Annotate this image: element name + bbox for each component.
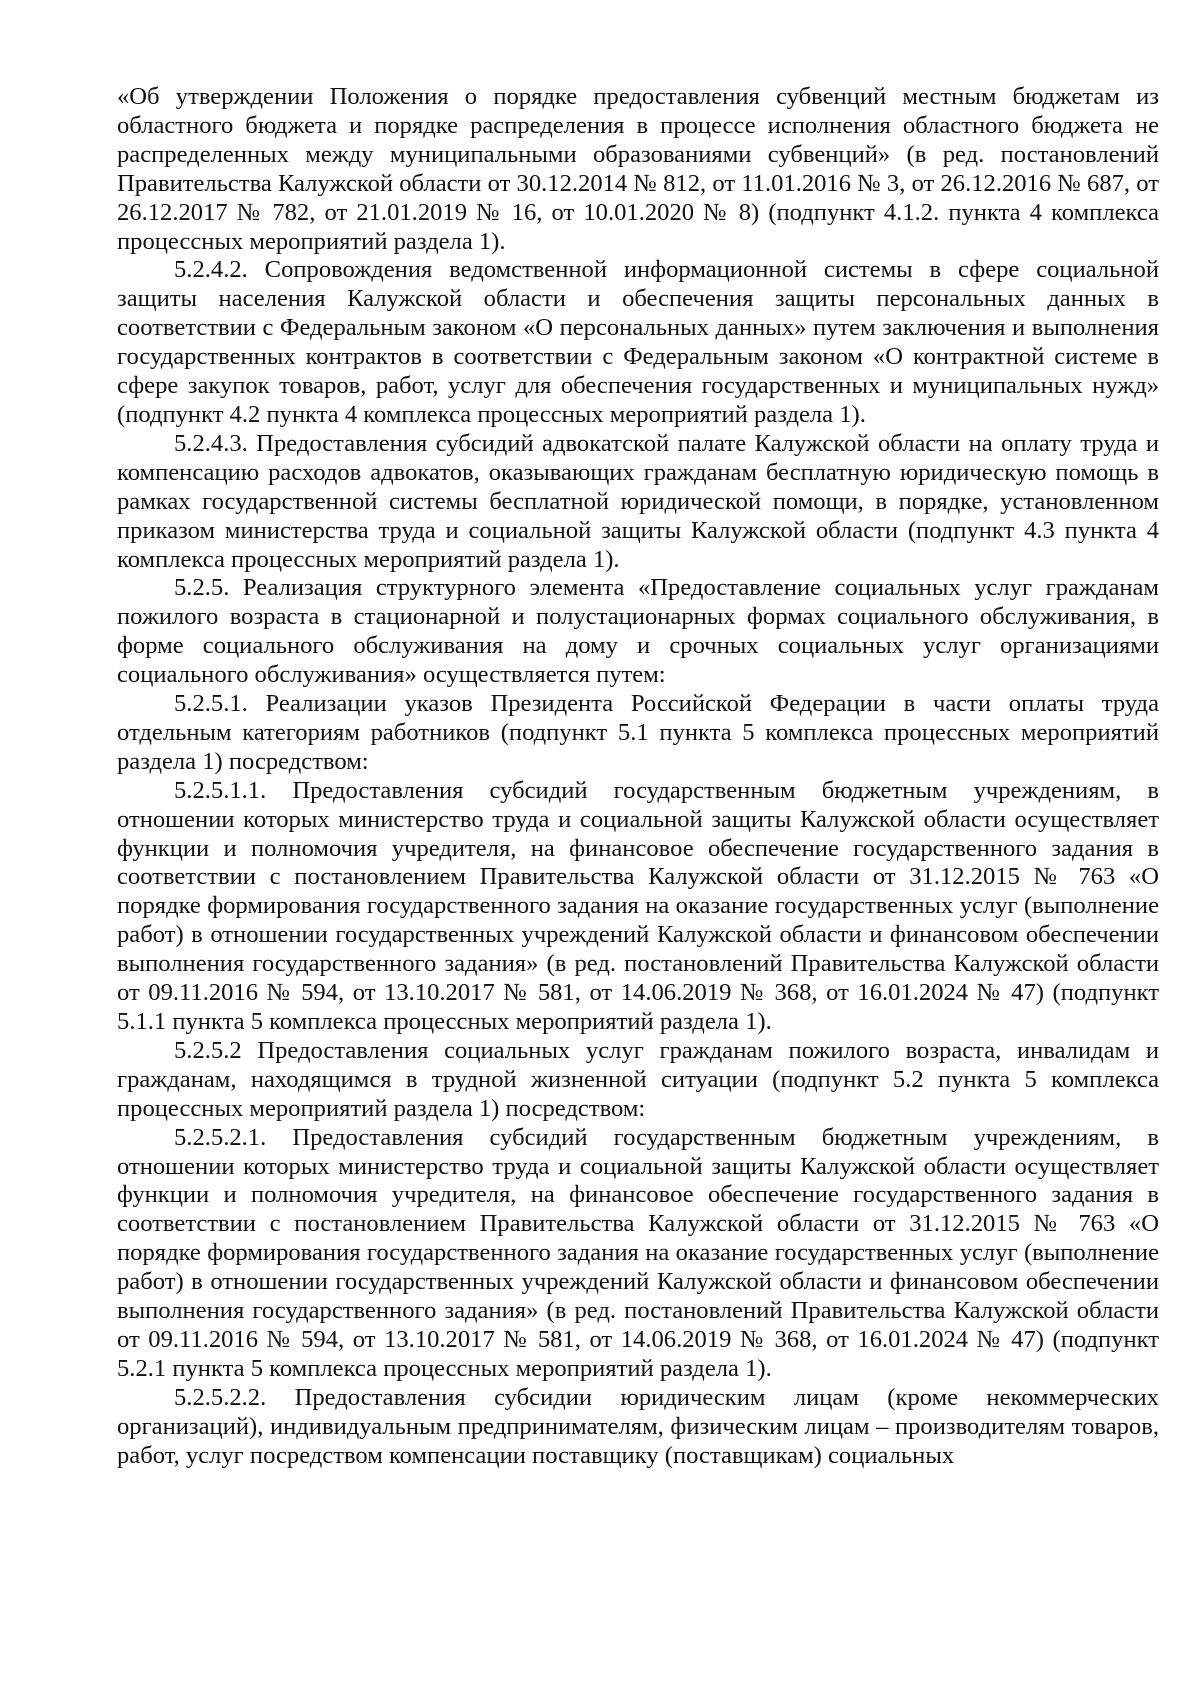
paragraph-5-2-5: 5.2.5. Реализация структурного элемента «Предоставление социальных услуг гражданам пожилого возраста в стационарной и полустационарных формах социального обслуживания, в форме социального обслуживания на дому и срочных социальных услуг организациями социального обслуживания» осуществляется путем: [117, 574, 1159, 689]
paragraph-5-2-5-2: 5.2.5.2 Предоставления социальных услуг гражданам пожилого возраста, инвалидам и гражданам, находящимся в трудной жизненной ситуации (подпункт 5.2 пункта 5 комплекса процессных мероприятий раздела 1) посредством: [117, 1036, 1159, 1122]
paragraph-5-2-4-3: 5.2.4.3. Предоставления субсидий адвокатской палате Калужской области на оплату труда и компенсацию расходов адвокатов, оказывающих гражданам бесплатную юридическую помощь в рамках государственной системы бесплатной юридической помощи, в порядке, установленном приказом министерства труда и социальной защиты Калужской области (подпункт 4.3 пункта 4 комплекса процессных мероприятий раздела 1). [117, 429, 1159, 573]
paragraph-5-2-5-2-2: 5.2.5.2.2. Предоставления субсидии юридическим лицам (кроме некоммерческих организаций), индивидуальным предпринимателям, физическим лицам – производителям товаров, работ, услуг посредством компенсации поставщику (поставщикам) социальных [117, 1383, 1159, 1469]
paragraph-5-2-5-1: 5.2.5.1. Реализации указов Президента Российской Федерации в части оплаты труда отдельным категориям работников (подпункт 5.1 пункта 5 комплекса процессных мероприятий раздела 1) посредством: [117, 690, 1159, 775]
paragraph-5-2-5-1-1: 5.2.5.1.1. Предоставления субсидий государственным бюджетным учреждениям, в отношении которых министерство труда и социальной защиты Калужской области осуществляет функции и полномочия учредителя, на финансовое обеспечение государственного задания в соответствии с постановлением Правительства Калужской области от 31.12.2015 № 763 «О порядке формирования государственного задания на оказание государственных услуг (выполнение работ) в отношении государственных учреждений Калужской области и финансовом обеспечении выполнения государственного задания» (в ред. постановлений Правительства Калужской области от 09.11.2016 № 594, от 13.10.2017 № 581, от 14.06.2019 № 368, от 16.01.2024 № 47) (подпункт 5.1.1 пункта 5 комплекса процессных мероприятий раздела 1). [117, 776, 1159, 1035]
paragraph-5-2-5-2-1: 5.2.5.2.1. Предоставления субсидий государственным бюджетным учреждениям, в отношении которых министерство труда и социальной защиты Калужской области осуществляет функции и полномочия учредителя, на финансовое обеспечение государственного задания в соответствии с постановлением Правительства Калужской области от 31.12.2015 № 763 «О порядке формирования государственного задания на оказание государственных услуг (выполнение работ) в отношении государственных учреждений Калужской области и финансовом обеспечении выполнения государственного задания» (в ред. постановлений Правительства Калужской области от 09.11.2016 № 594, от 13.10.2017 № 581, от 14.06.2019 № 368, от 16.01.2024 № 47) (подпункт 5.2.1 пункта 5 комплекса процессных мероприятий раздела 1). [117, 1123, 1159, 1382]
document-body [117, 83, 1159, 1471]
paragraph-5-2-4-2: 5.2.4.2. Сопровождения ведомственной информационной системы в сфере социальной защиты населения Калужской области и обеспечения защиты персональных данных в соответствии с Федеральным законом «О персональных данных» путем заключения и выполнения государственных контрактов в соответствии с Федеральным законом «О контрактной системе в сфере закупок товаров, работ, услуг для обеспечения государственных и муниципальных нужд» (подпункт 4.2 пункта 4 комплекса процессных мероприятий раздела 1). [117, 256, 1159, 428]
paragraph-continuation: «Об утверждении Положения о порядке предоставления субвенций местным бюджетам из областного бюджета и порядке распределения в процессе исполнения областного бюджета не распределенных между муниципальными образованиями субвенций» (в ред. постановлений Правительства Калужской области от 30.12.2014 № 812, от 11.01.2016 № 3, от 26.12.2016 № 687, от 26.12.2017 № 782, от 21.01.2019 № 16, от 10.01.2020 № 8) (подпункт 4.1.2. пункта 4 комплекса процессных мероприятий раздела 1). [117, 83, 1159, 255]
